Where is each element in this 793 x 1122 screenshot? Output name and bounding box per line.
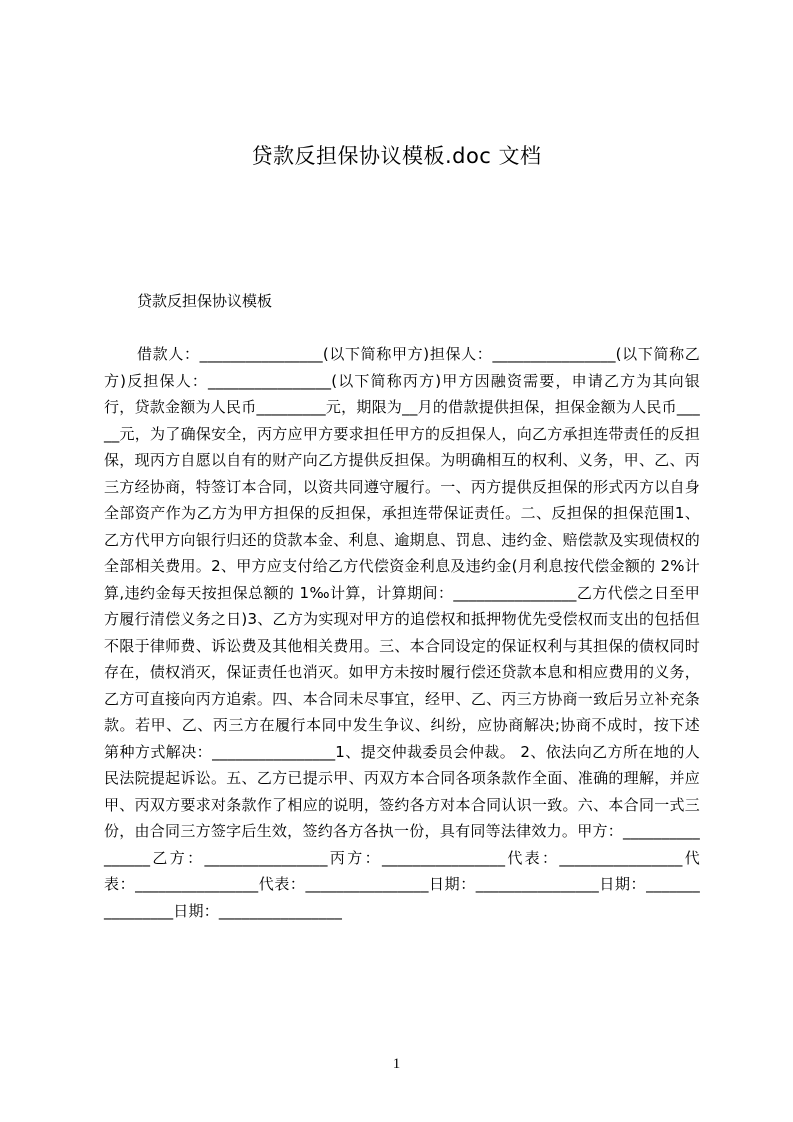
document-body: 借款人：________________(以下简称甲方)担保人：________________(以下简称乙方)反担保人：________________(以下简称丙方)甲方因融资需要，申请乙方为其向银行，贷款金额为人民币_________元，期限为__月的借款提供担保，担保金额为人民币_____元，为了确保安全，丙方应甲方要求担任甲方的反担保人，向乙方承担连带责任的反担保，现丙方自愿以自有的财产向乙方提供反担保。为明确相互的权利、义务，甲、乙、丙三方经协商，特签订本合同，以资共同遵守履行。一、丙方提供反担保的形式丙方以自身全部资产作为乙方为甲方担保的反担保，承担连带保证责任。二、反担保的担保范围1、乙方代甲方向银行归还的贷款本金、利息、逾期息、罚息、违约金、赔偿款及实现债权的全部相关费用。2、甲方应支付给乙方代偿资金利息及违约金(月利息按代偿金额的 2%计算,违约金每天按担保总额的 1‰计算，计算期间：________________乙方代偿之日至甲方履行清偿义务之日)3、乙方为实现对甲方的追偿权和抵押物优先受偿权而支出的包括但不限于律师费、诉讼费及其他相关费用。三、本合同设定的保证权利与其担保的债权同时存在，债权消灭，保证责任也消灭。如甲方未按时履行偿还贷款本息和相应费用的义务，乙方可直接向丙方追索。四、本合同未尽事宜，经甲、乙、丙三方协商一致后另立补充条款。若甲、乙、丙三方在履行本同中发生争议、纠纷，应协商解决;协商不成时，按下述第种方式解决：________________1、提交仲裁委员会仲裁。 2、依法向乙方所在地的人民法院提起诉讼。五、乙方已提示甲、丙双方本合同各项条款作全面、准确的理解，并应甲、丙双方要求对条款作了相应的说明，签约各方对本合同认识一致。六、本合同一式三份，由合同三方签字后生效，签约各方各执一份，具有同等法律效力。甲方：________________乙方：________________丙方：________________代表：________________代表：________________代表：________________日期：________________日期：________________日期：________________: [104, 345, 700, 920]
document-title: 贷款反担保协议模板.doc 文档: [251, 144, 542, 168]
document-subtitle: 贷款反担保协议模板: [137, 292, 273, 310]
page-number: 1: [392, 1056, 401, 1072]
